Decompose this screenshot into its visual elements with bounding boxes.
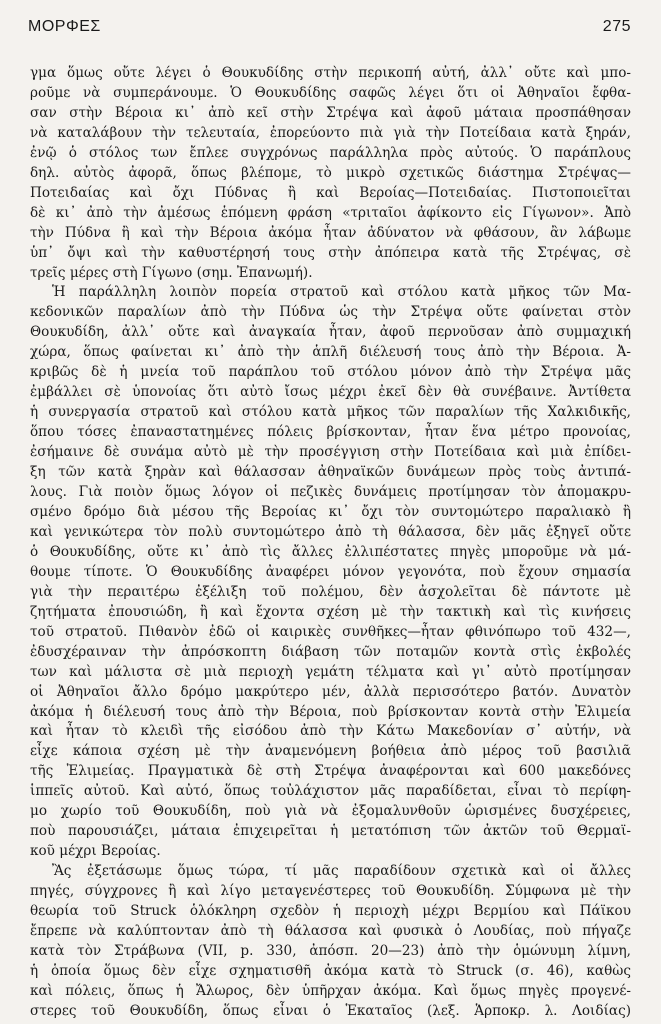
text-line: κεδονικῶν παραλίων ἀπὸ τὴν Πύδνα ὡς τὴν Στρέψα οὔτε φαίνεται στὸν: [30, 304, 631, 321]
text-line: ἱππεῖς αὐτοῦ. Καὶ αὐτό, ὅπως τοὐλάχιστον μᾶς παραδίδεται, εἶναι τὸ περίφη-: [30, 783, 631, 800]
text-line: των καὶ μάλιστα σὲ μιὰ περιοχὴ γεμάτη τέλματα καὶ γι᾿ αὐτὸ προτίμησαν: [30, 663, 631, 680]
text-line: κριβῶς δὲ ἡ μνεία τοῦ παράπλου τοῦ στόλου μόνον ἀπὸ τὴν Στρέψα μᾶς: [30, 364, 631, 381]
running-header: [28, 18, 631, 40]
text-line: ἐμβάλλει σὲ ὑπονοίας ὅτι αὐτὸ ἴσως μέχρι ἐκεῖ δὲν θὰ συνέβαινε. Ἀντίθετα: [30, 384, 631, 401]
text-line: μο χωρίο τοῦ Θουκυδίδη, ποὺ γιὰ νὰ ἐξομαλυνθοῦν ὡρισμένες δυσχέρειες,: [30, 803, 631, 820]
text-line: ὑπ᾿ ὄψι καὶ τὴν καθυστέρησή τους στὴν ἀπόπειρα κατὰ τῆς Στρέψας, σὲ: [30, 244, 631, 261]
text-line: ἔπρεπε νὰ καλύπτονταν ἀπὸ τὴ θάλασσα καὶ φυσικὰ ὁ Λουδίας, ποὺ πήγαζε: [30, 922, 631, 939]
text-line: γιὰ τὴν περαιτέρω ἐξέλιξη τοῦ πολέμου, δὲν ἀσχολεῖται δὲ πάντοτε μὲ: [30, 583, 631, 600]
text-line: καὶ ἦταν τὸ κλειδὶ τῆς εἰσόδου ἀπὸ τὴν Κάτω Μακεδονίαν σ᾿ αὐτήν, νὰ: [30, 723, 631, 740]
text-line: εἶχε κάποια σχέση μὲ τὴν ἀναμενόμενη βοήθεια ἀπὸ μέρος τοῦ βασιλιᾶ: [30, 743, 631, 760]
text-line: στερες τοῦ Θουκυδίδη, ὅπως εἶναι ὁ Ἑκαταῖος (λεξ. Ἁρποκρ. λ. Λοιδίας): [30, 1002, 631, 1019]
text-line: ἐδυσχέραιναν τὴν ἀπρόσκοπτη διάβαση τῶν ποταμῶν κοντὰ στὶς ἐκβολές: [30, 643, 631, 660]
text-line: ἐνῷ ὁ στόλος των ἔπλεε συγχρόνως παράλληλα πρὸς αὐτούς. Ὁ παράπλους: [30, 144, 631, 161]
text-line: καὶ γενικώτερα τὸν πολὺ συντομώτερο ἀπὸ τὴ θάλασσα, δὲν μᾶς ἐξηγεῖ οὔτε: [30, 523, 631, 540]
text-line: ξη τῶν κατὰ ξηρὰν καὶ θάλασσαν ἀθηναϊκῶν δυνάμεων πρὸς τοὺς ἀντιπά-: [30, 464, 631, 481]
text-line: οἱ Ἀθηναῖοι ἄλλο δρόμο μακρύτερο μέν, ἀλλὰ περισσότερο βατόν. Δυνατὸν: [30, 683, 631, 700]
text-line: τῆς Ἐλιμείας. Πραγματικὰ δὲ στὴ Στρέψα ἀναφέρονται καὶ 600 μακεδόνες: [30, 763, 631, 780]
text-line: ὅπου τόσες ἐπαναστατημένες πόλεις βρίσκονταν, ἦταν ἕνα μέτρο προνοίας,: [30, 424, 631, 441]
text-line: ζητήματα ἐπουσιώδη, ἢ καὶ ἔχοντα σχέση μὲ τὴν τακτικὴ καὶ τὶς κινήσεις: [30, 603, 631, 620]
text-line: ποὺ παρουσιάζει, μάταια ἐπιχειρεῖται ἡ μετατόπιση τῶν ἀκτῶν τοῦ Θερμαϊ-: [30, 823, 631, 840]
text-line: ἡ ὁποία ὅμως δὲν εἶχε σχηματισθῆ ἀκόμα κατὰ τὸ Struck (σ. 46), καθὼς: [30, 962, 631, 979]
page-number: 275: [602, 18, 631, 35]
text-line: ροῦμε νὰ συμπεράνουμε. Ὁ Θουκυδίδης σαφῶς λέγει ὅτι οἱ Ἀθηναῖοι ἔφθα-: [30, 84, 631, 101]
text-line: ἀκόμα ἡ διέλευσή τους ἀπὸ τὴν Βέροια, ποὺ βρίσκονταν κοντὰ στὴν Ἐλιμεία: [30, 703, 631, 720]
text-line: γμα ὅμως οὔτε λέγει ὁ Θουκυδίδης στὴν περικοπή αὐτή, ἀλλ᾿ οὔτε καὶ μπο-: [30, 65, 631, 81]
text-line: τὴν Πύδνα ἢ καὶ τὴν Βέροια ἀκόμα ἦταν ἀδύνατον νὰ φθάσουν, ἂν λάβωμε: [30, 224, 631, 241]
text-line: ἡ συνεργασία στρατοῦ καὶ στόλου κατὰ μῆκος τῶν παραλίων τῆς Χαλκιδικῆς,: [30, 404, 631, 421]
text-line: κατὰ τὸν Στράβωνα (VII, p. 330, ἀπόσπ. 20—23) ἀπὸ τὴν ὁμώνυμη λίμνη,: [30, 942, 631, 959]
text-line: σαν στὴν Βέροια κι᾿ ἀπὸ κεῖ στὴν Στρέψα καὶ ἀφοῦ μάταια προσπάθησαν: [30, 104, 631, 121]
text-line: τρεῖς μέρες στὴ Γίγωνο (σημ. Ἐπανωμή).: [30, 264, 313, 281]
text-line: Θουκυδίδη, ἀλλ᾿ οὔτε καὶ ἀναγκαία ἦταν, ἀφοῦ περνοῦσαν ἀπὸ συμμαχική: [30, 324, 631, 341]
body-text: [30, 64, 631, 1022]
text-line: ἐσήμαινε δὲ συνάμα αὐτὸ μὲ τὴν προσέγγιση στὴν Ποτείδαια καὶ μιὰ ἐπίδει-: [30, 444, 631, 461]
text-line: Ποτειδαίας καὶ ὄχι Πύδνας ἢ καὶ Βεροίας—Ποτειδαίας. Πιστοποιεῖται: [30, 184, 631, 201]
text-line: τοῦ στρατοῦ. Πιθανὸν ἐδῶ οἱ καιρικὲς συνθῆκες—ἦταν φθινόπωρο τοῦ 432—,: [30, 623, 631, 640]
text-line: πηγές, σύγχρονες ἢ καὶ λίγο μεταγενέστερες τοῦ Θουκυδίδη. Σύμφωνα μὲ τὴν: [30, 883, 631, 900]
text-line: Ἡ παράλληλη λοιπὸν πορεία στρατοῦ καὶ στόλου κατὰ μῆκος τῶν Μα-: [52, 284, 631, 301]
text-line: ὁ Θουκυδίδης, οὔτε κι᾿ ἀπὸ τὶς ἄλλες ἐλλιπέστατες πηγὲς μποροῦμε νὰ μά-: [30, 543, 631, 560]
text-line: θεωρία τοῦ Struck ὁλόκληρη σχεδὸν ἡ περιοχὴ μέχρι Βερμίου καὶ Πάϊκου: [30, 903, 631, 920]
text-line: κοῦ μέχρι Βεροίας.: [30, 843, 161, 860]
text-line: δηλ. αὐτὸς ἀφορᾶ, ὅπως βλέπομε, τὸ μικρὸ σχετικῶς διάστημα Στρέψας—: [30, 164, 631, 181]
text-line: Ἂς ἐξετάσωμε ὅμως τώρα, τί μᾶς παραδίδουν σχετικὰ καὶ οἱ ἄλλες: [52, 863, 631, 880]
text-line: καὶ πόλεις, ὅπως ἡ Ἄλωρος, δὲν ὑπῆρχαν ἀκόμα. Καὶ ὅμως πηγὲς προγενέ-: [30, 982, 631, 999]
text-line: σμένο δρόμο διὰ μέσου τῆς Βεροίας κι᾿ ὄχι τὸν συντομώτερο παραλιακὸ ἢ: [30, 503, 631, 520]
text-line: νὰ καταλάβουν τὴν τελευταία, ἐπορεύοντο πιὰ γιὰ τὴν Ποτείδαια κατὰ ξηράν,: [30, 124, 631, 141]
text-line: δὲ κι᾿ ἀπὸ τὴν ἀμέσως ἑπόμενη φράση «τριταῖοι ἀφίκοντο εἰς Γίγωνον». Ἀπὸ: [30, 204, 631, 221]
text-line: χώρα, ὅπως φαίνεται κι᾿ ἀπὸ τὴν ἁπλῆ διέλευσή τους ἀπὸ τὴν Βέροια. Ἀ-: [30, 344, 631, 361]
running-title: ΜΟΡΦΕΣ: [28, 18, 101, 35]
text-line: λους. Γιὰ ποιὸν ὅμως λόγον οἱ πεζικὲς δυνάμεις προτίμησαν τὸν ἀπομακρυ-: [30, 484, 631, 501]
text-line: θουμε τίποτε. Ὁ Θουκυδίδης ἀναφέρει μόνον γεγονότα, ποὺ ἔχουν σημασία: [30, 563, 631, 580]
